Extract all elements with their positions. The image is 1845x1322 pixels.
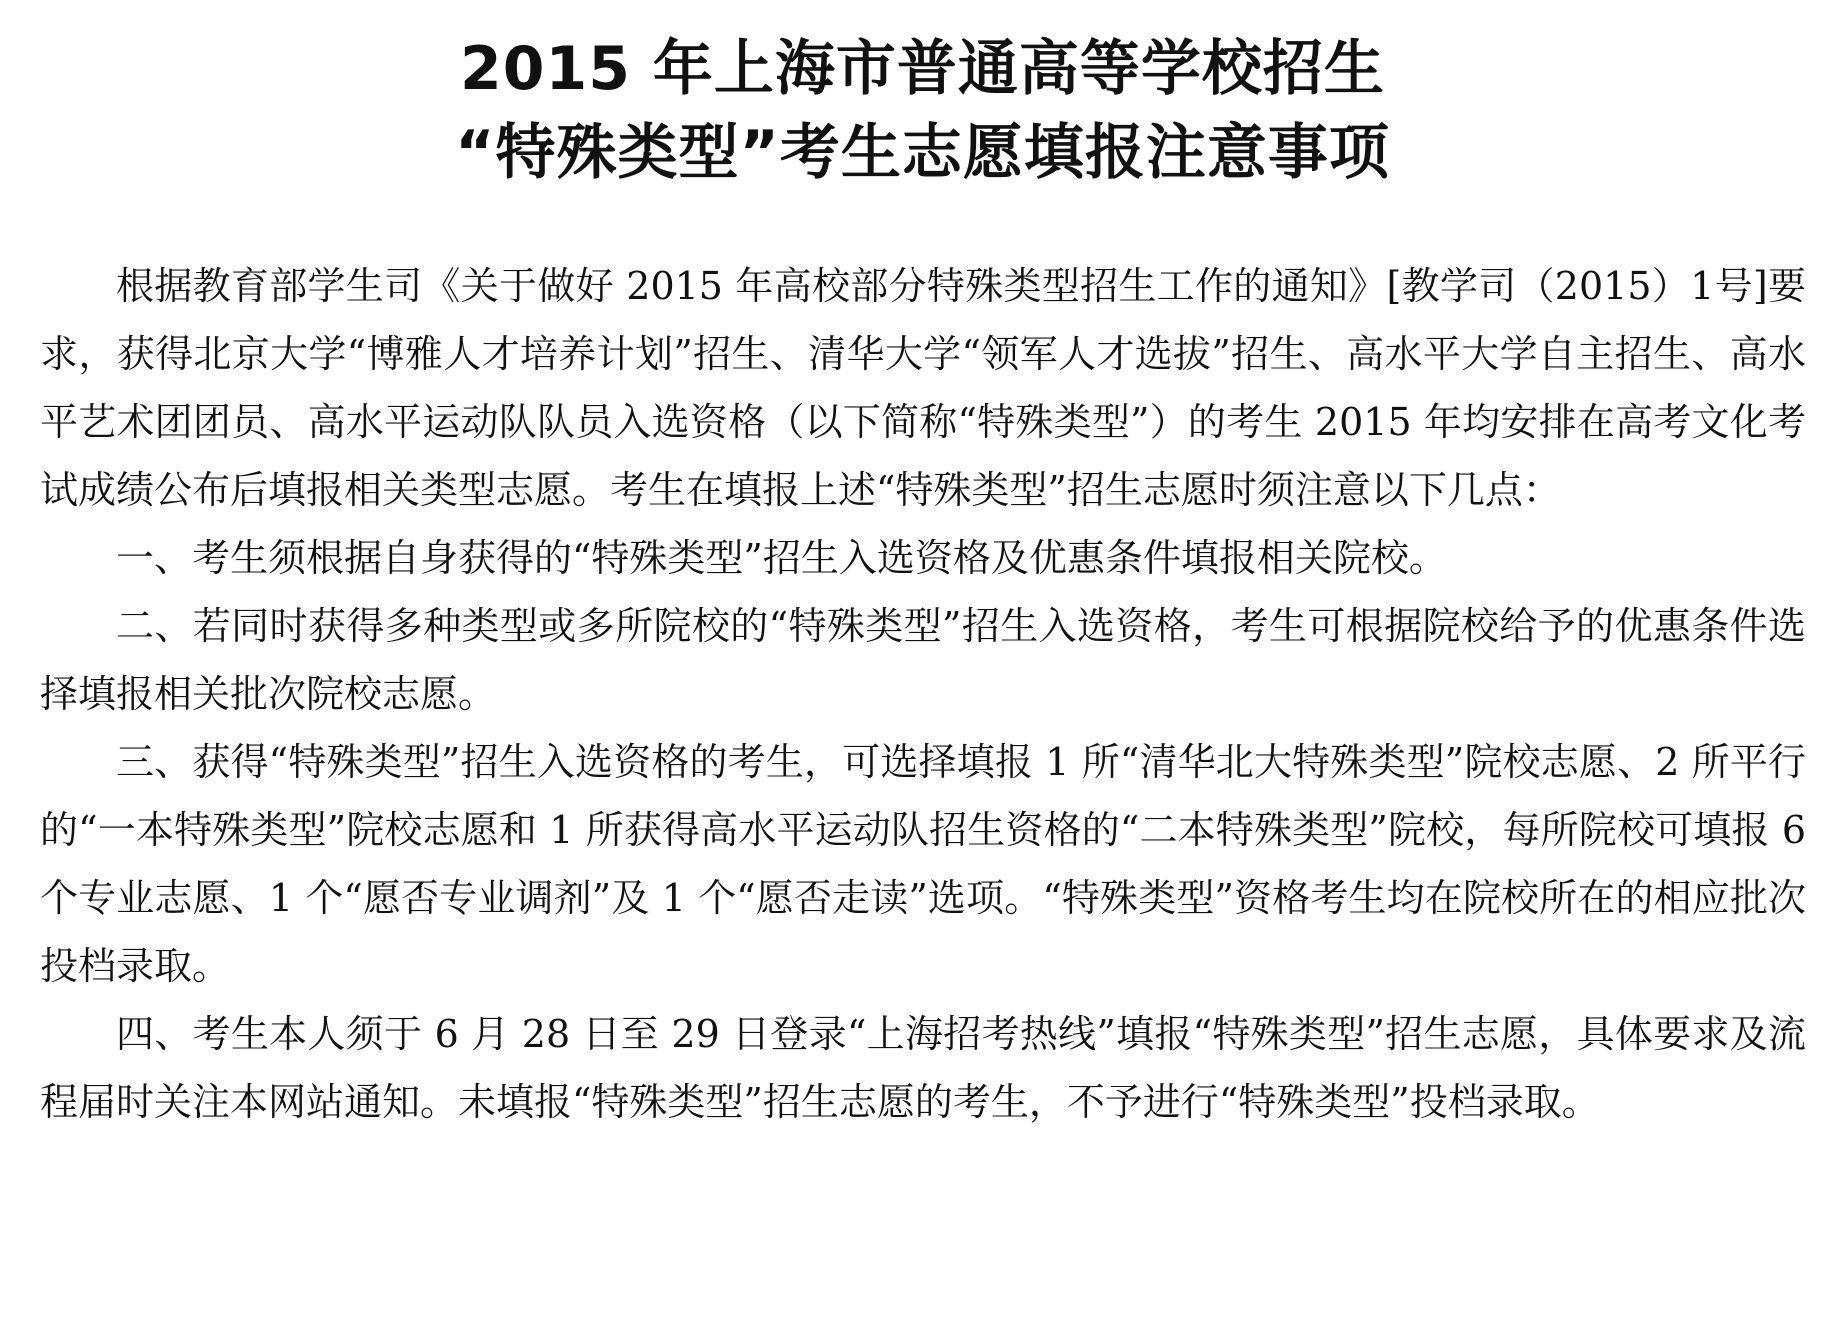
paragraph-item-2: 二、若同时获得多种类型或多所院校的“特殊类型”招生入选资格，考生可根据院校给予的优惠条件选择填报相关批次院校志愿。	[40, 604, 1806, 716]
paragraph-item-4: 四、考生本人须于 6 月 28 日至 29 日登录“上海招考热线”填报“特殊类型”招生志愿，具体要求及流程届时关注本网站通知。未填报“特殊类型”招生志愿的考生，不予进行“特殊类型”投档录取。	[40, 1012, 1806, 1124]
paragraph-item-3: 三、获得“特殊类型”招生入选资格的考生，可选择填报 1 所“清华北大特殊类型”院校志愿、2 所平行的“一本特殊类型”院校志愿和 1 所获得高水平运动队招生资格的“二本特殊类型”院校，每所院校可填报 6 个专业志愿、1 个“愿否专业调剂”及 1 个“愿否走读”选项。“特殊类型”资格考生均在院校所在的相应批次投档录取。	[40, 740, 1806, 988]
paragraph-item-1: 一、考生须根据自身获得的“特殊类型”招生入选资格及优惠条件填报相关院校。	[116, 536, 1447, 580]
document-title-line-1: 2015 年上海市普通高等学校招生	[460, 34, 1385, 104]
document-body	[40, 252, 1806, 1136]
document-title-line-2: “特殊类型”考生志愿填报注意事项	[455, 118, 1390, 188]
paragraph-intro: 根据教育部学生司《关于做好 2015 年高校部分特殊类型招生工作的通知》[教学司（2015）1号]要求，获得北京大学“博雅人才培养计划”招生、清华大学“领军人才选拔”招生、高水平大学自主招生、高水平艺术团团员、高水平运动队队员入选资格（以下简称“特殊类型”）的考生 2015 年均安排在高考文化考试成绩公布后填报相关类型志愿。考生在填报上述“特殊类型”招生志愿时须注意以下几点：	[40, 264, 1806, 512]
